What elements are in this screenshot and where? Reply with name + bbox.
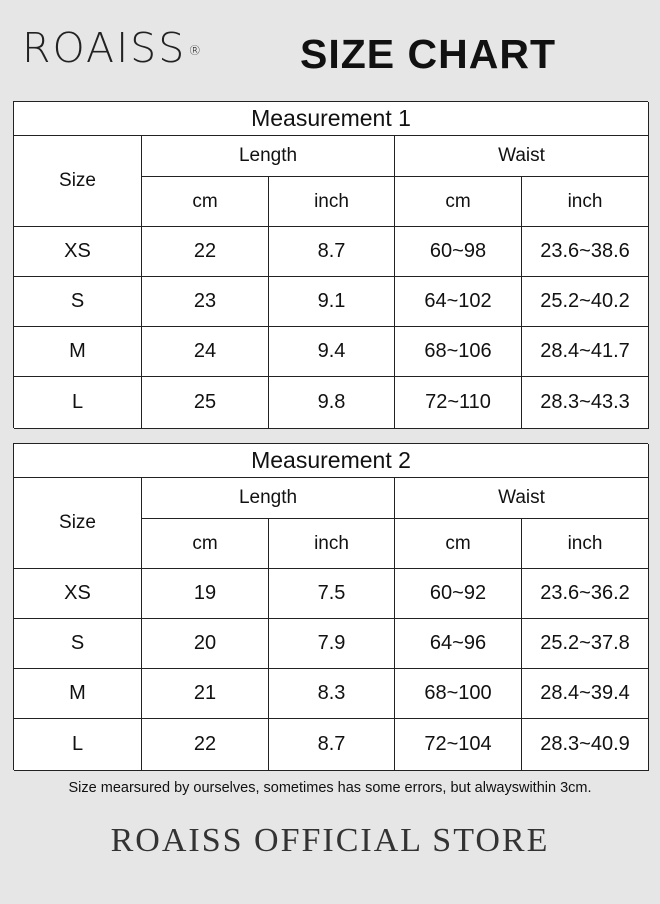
length-cm-cell: 25 xyxy=(142,377,269,429)
unit-header: inch xyxy=(269,177,395,227)
length-inch-cell: 9.4 xyxy=(269,327,395,377)
waist-cm-cell: 60~92 xyxy=(395,569,522,619)
length-cm-cell: 23 xyxy=(142,277,269,327)
size-header: Size xyxy=(14,136,142,227)
waist-cm-cell: 72~104 xyxy=(395,719,522,771)
waist-inch-cell: 25.2~37.8 xyxy=(522,619,649,669)
length-inch-cell: 8.3 xyxy=(269,669,395,719)
length-inch-cell: 8.7 xyxy=(269,227,395,277)
waist-cm-cell: 68~100 xyxy=(395,669,522,719)
length-inch-cell: 8.7 xyxy=(269,719,395,771)
store-name: ROAISS OFFICIAL STORE xyxy=(110,822,550,859)
waist-header: Waist xyxy=(395,136,649,177)
length-inch-cell: 7.9 xyxy=(269,619,395,669)
length-cm-cell: 21 xyxy=(142,669,269,719)
waist-cm-cell: 68~106 xyxy=(395,327,522,377)
size-cell: S xyxy=(14,619,142,669)
waist-cm-cell: 72~110 xyxy=(395,377,522,429)
length-cm-cell: 19 xyxy=(142,569,269,619)
unit-header: cm xyxy=(142,177,269,227)
waist-inch-cell: 28.3~43.3 xyxy=(522,377,649,429)
length-inch-cell: 9.8 xyxy=(269,377,395,429)
waist-inch-cell: 25.2~40.2 xyxy=(522,277,649,327)
size-cell: XS xyxy=(14,227,142,277)
waist-inch-cell: 28.4~39.4 xyxy=(522,669,649,719)
unit-header: inch xyxy=(522,519,649,569)
table-title: Measurement 1 xyxy=(14,102,649,136)
unit-header: cm xyxy=(395,519,522,569)
length-cm-cell: 22 xyxy=(142,719,269,771)
waist-inch-cell: 23.6~36.2 xyxy=(522,569,649,619)
size-cell: L xyxy=(14,719,142,771)
measurement-note: Size mearsured by ourselves, sometimes has some errors, but alwayswithin 3cm. xyxy=(68,780,592,796)
waist-header: Waist xyxy=(395,478,649,519)
waist-inch-cell: 28.3~40.9 xyxy=(522,719,649,771)
waist-cm-cell: 64~102 xyxy=(395,277,522,327)
size-cell: L xyxy=(14,377,142,429)
size-header: Size xyxy=(14,478,142,569)
brand-logo xyxy=(22,24,203,72)
header xyxy=(0,0,660,100)
length-header: Length xyxy=(142,136,395,177)
waist-cm-cell: 60~98 xyxy=(395,227,522,277)
length-cm-cell: 24 xyxy=(142,327,269,377)
length-cm-cell: 20 xyxy=(142,619,269,669)
waist-inch-cell: 23.6~38.6 xyxy=(522,227,649,277)
table-title: Measurement 2 xyxy=(14,444,649,478)
length-inch-cell: 7.5 xyxy=(269,569,395,619)
size-cell: M xyxy=(14,669,142,719)
waist-inch-cell: 28.4~41.7 xyxy=(522,327,649,377)
length-cm-cell: 22 xyxy=(142,227,269,277)
unit-header: cm xyxy=(395,177,522,227)
size-cell: S xyxy=(14,277,142,327)
waist-cm-cell: 64~96 xyxy=(395,619,522,669)
registered-mark: ® xyxy=(188,44,204,59)
unit-header: inch xyxy=(522,177,649,227)
unit-header: cm xyxy=(142,519,269,569)
page-title: SIZE CHART xyxy=(300,31,556,77)
measurement-1-table xyxy=(13,101,648,428)
brand-name: ROAISS xyxy=(22,24,187,72)
size-cell: M xyxy=(14,327,142,377)
unit-header: inch xyxy=(269,519,395,569)
size-cell: XS xyxy=(14,569,142,619)
measurement-2-table xyxy=(13,443,648,770)
length-header: Length xyxy=(142,478,395,519)
length-inch-cell: 9.1 xyxy=(269,277,395,327)
